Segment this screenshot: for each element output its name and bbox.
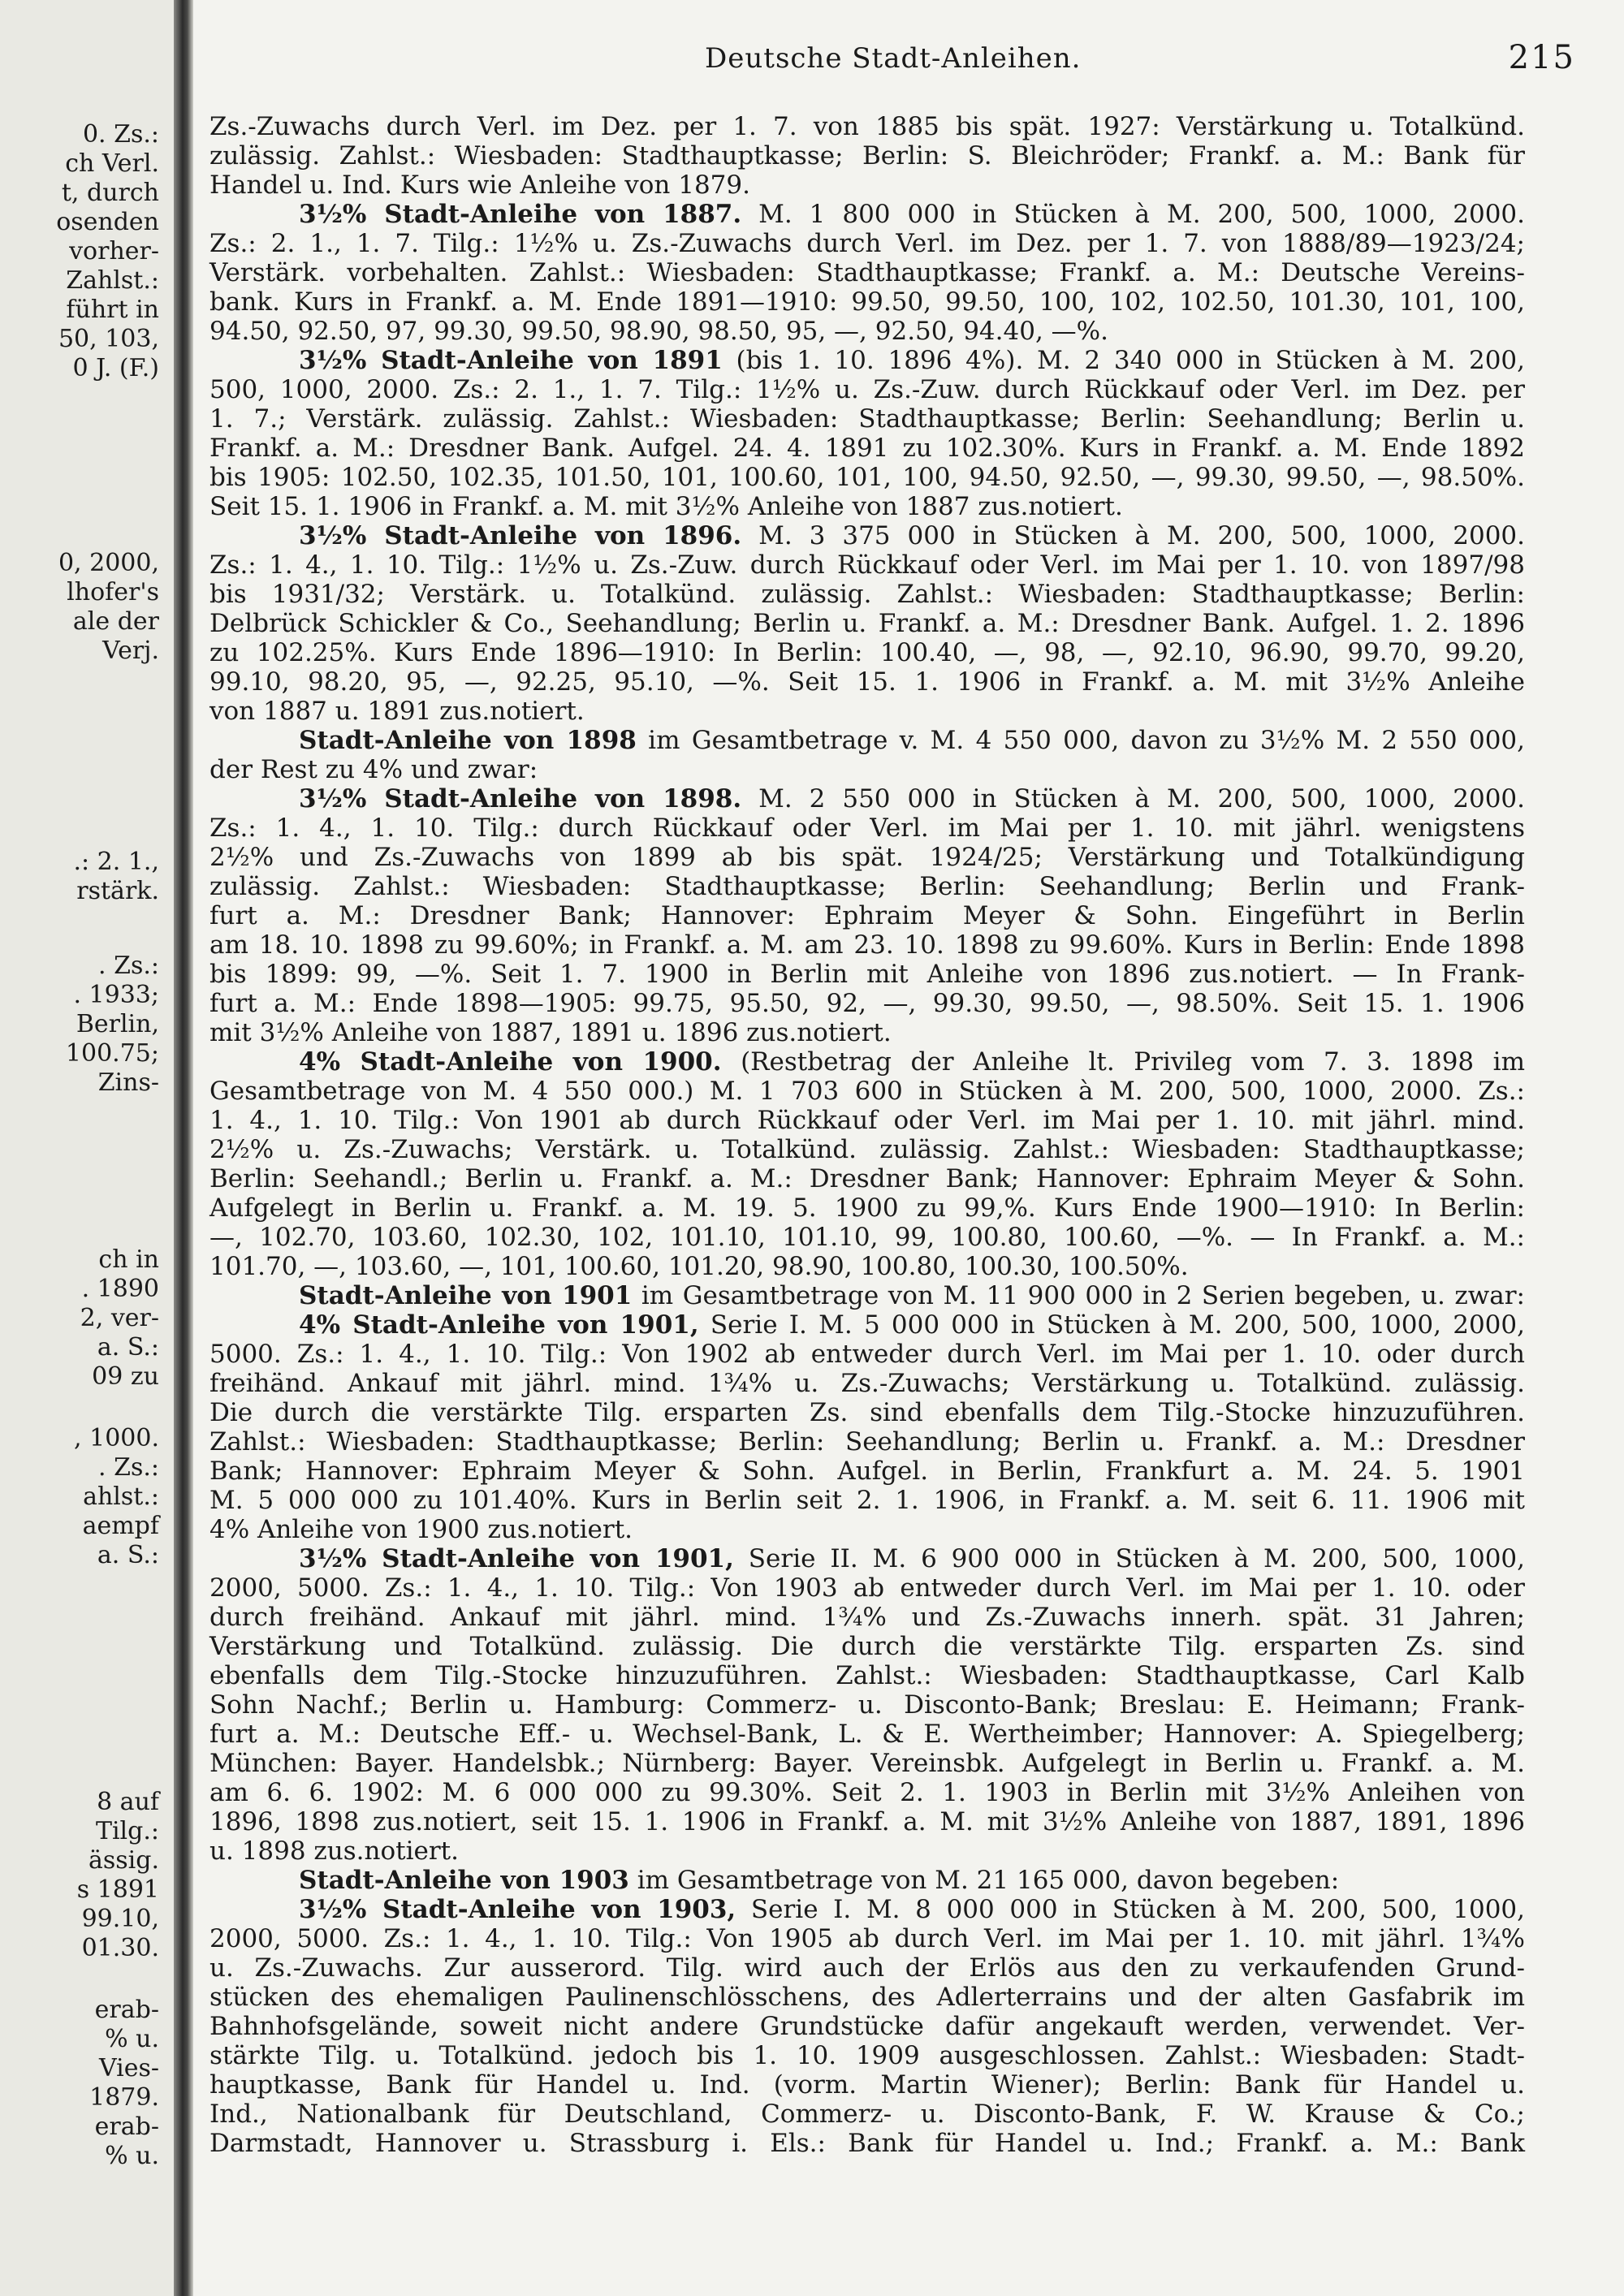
text-line: 2½% u. Zs.-Zuwachs; Verstärk. u. Totalkünd. zulässig. Zahlst.: Wiesbaden: Stadthauptkasse;: [209, 1135, 1525, 1164]
previous-page-fragment: Zahlst.:: [66, 266, 159, 295]
previous-page-fragment: % u.: [105, 2025, 159, 2053]
text-line: 4% Stadt-Anleihe von 1901, Serie I. M. 5 000 000 in Stücken à M. 200, 500, 1000, 2000,: [299, 1310, 1525, 1340]
loan-heading: Stadt-Anleihe von 1898: [299, 726, 637, 755]
text-line: furt a. M.: Dresdner Bank; Hannover: Ephraim Meyer & Sohn. Eingeführt in Berlin: [209, 901, 1525, 930]
text-line: der Rest zu 4% und zwar:: [209, 755, 538, 784]
text-line: am 6. 6. 1902: M. 6 000 000 zu 99.30%. Seit 2. 1. 1903 in Berlin mit 3½% Anleihen von: [209, 1778, 1525, 1807]
previous-page-fragment: erab-: [94, 2113, 159, 2141]
text-line: bis 1931/32; Verstärk. u. Totalkünd. zulässig. Zahlst.: Wiesbaden: Stadthauptkasse; Berlin:: [209, 580, 1525, 609]
previous-page-fragment: , 1000.: [74, 1424, 159, 1452]
text-line: u. 1898 zus.notiert.: [209, 1836, 459, 1866]
text-line: freihänd. Ankauf mit jährl. mind. 1¾% u. Zs.-Zuwachs; Verstärkung u. Totalkünd. zulässig.: [209, 1369, 1525, 1398]
text-line: 3½% Stadt-Anleihe von 1896. M. 3 375 000 in Stücken à M. 200, 500, 1000, 2000.: [299, 521, 1525, 550]
loan-heading: 3½% Stadt-Anleihe von 1896.: [299, 521, 742, 550]
previous-page-fragment: 0 J. (F.): [72, 354, 159, 382]
text-line: —, 102.70, 103.60, 102.30, 102, 101.10, 101.10, 99, 100.80, 100.60, —%. — In Frankf. a. M.:: [209, 1223, 1525, 1252]
loan-heading: 3½% Stadt-Anleihe von 1898.: [299, 784, 742, 814]
text-line: stärkte Tilg. u. Totalkünd. jedoch bis 1. 10. 1909 ausgeschlossen. Zahlst.: Wiesbaden: Stadt-: [209, 2041, 1525, 2070]
previous-page-fragment: vorher-: [69, 237, 159, 265]
text-line: 2000, 5000. Zs.: 1. 4., 1. 10. Tilg.: Von 1905 ab durch Verl. im Mai per 1. 10. mit jährl. 1¾%: [209, 1924, 1525, 1953]
previous-page-fragment: führt in: [66, 296, 159, 324]
text-line: bis 1905: 102.50, 102.35, 101.50, 101, 100.60, 101, 100, 94.50, 92.50, —, 99.30, 99.50, —, 98.50%.: [209, 463, 1525, 492]
previous-page-fragment: 50, 103,: [58, 325, 159, 353]
previous-page-fragment: 1879.: [89, 2083, 159, 2112]
text-line: mit 3½% Anleihe von 1887, 1891 u. 1896 zus.notiert.: [209, 1018, 892, 1047]
previous-page-fragment: 09 zu: [92, 1362, 159, 1391]
previous-page-fragment: . Zs.:: [98, 952, 159, 980]
text-line: 3½% Stadt-Anleihe von 1887. M. 1 800 000 in Stücken à M. 200, 500, 1000, 2000.: [299, 200, 1525, 229]
text-line: Verstärk. vorbehalten. Zahlst.: Wiesbaden: Stadthauptkasse; Frankf. a. M.: Deutsche Vereins-: [209, 258, 1525, 287]
text-line: Delbrück Schickler & Co., Seehandlung; Berlin u. Frankf. a. M.: Dresdner Bank. Aufgel. 1. 2. 1896: [209, 609, 1525, 638]
text-line: Handel u. Ind. Kurs wie Anleihe von 1879.: [209, 170, 750, 200]
text-line: 3½% Stadt-Anleihe von 1901, Serie II. M. 6 900 000 in Stücken à M. 200, 500, 1000,: [299, 1544, 1525, 1573]
text-line: Ind., Nationalbank für Deutschland, Commerz- u. Disconto-Bank, F. W. Krause & Co.;: [209, 2100, 1525, 2129]
loan-heading: 4% Stadt-Anleihe von 1900.: [299, 1047, 722, 1077]
text-line: furt a. M.: Ende 1898—1905: 99.75, 95.50, 92, —, 99.30, 99.50, —, 98.50%. Seit 15. 1. 1906: [209, 989, 1525, 1018]
text-line: Stadt-Anleihe von 1901 im Gesamtbetrage von M. 11 900 000 in 2 Serien begeben, u. zwar:: [299, 1281, 1525, 1310]
text-line: 4% Stadt-Anleihe von 1900. (Restbetrag der Anleihe lt. Privileg vom 7. 3. 1898 im: [299, 1047, 1525, 1077]
text-line: 1896, 1898 zus.notiert, seit 15. 1. 1906 in Frankf. a. M. mit 3½% Anleihe von 1887, 1891, 1896: [209, 1807, 1525, 1836]
text-line: 3½% Stadt-Anleihe von 1898. M. 2 550 000 in Stücken à M. 200, 500, 1000, 2000.: [299, 784, 1525, 814]
previous-page-fragment: rstärk.: [76, 877, 159, 905]
previous-page-fragment: erab-: [94, 1996, 159, 2024]
loan-heading: 3½% Stadt-Anleihe von 1887.: [299, 200, 742, 229]
previous-page-fragment: ässig.: [88, 1846, 159, 1875]
text-line: Zs.-Zuwachs durch Verl. im Dez. per 1. 7. von 1885 bis spät. 1927: Verstärkung u. Totalkünd.: [209, 112, 1525, 141]
document-page: [193, 0, 1624, 2296]
text-line: zulässig. Zahlst.: Wiesbaden: Stadthauptkasse; Berlin: Seehandlung; Berlin und Frank-: [209, 872, 1525, 901]
text-line: 3½% Stadt-Anleihe von 1891 (bis 1. 10. 1896 4%). M. 2 340 000 in Stücken à M. 200,: [299, 346, 1525, 375]
text-line: 101.70, —, 103.60, —, 101, 100.60, 101.20, 98.90, 100.80, 100.30, 100.50%.: [209, 1252, 1189, 1281]
text-line: von 1887 u. 1891 zus.notiert.: [209, 697, 585, 726]
text-line: bis 1899: 99, —%. Seit 1. 7. 1900 in Berlin mit Anleihe von 1896 zus.notiert. — In Frank-: [209, 960, 1525, 989]
previous-page-fragment: Tilg.:: [95, 1817, 159, 1845]
loan-heading: 3½% Stadt-Anleihe von 1901,: [299, 1544, 734, 1573]
previous-page-fragment: 2, ver-: [80, 1304, 159, 1332]
page-number: 215: [1508, 39, 1575, 76]
previous-page-fragment: . 1933;: [73, 981, 159, 1009]
previous-page-fragment: ch in: [98, 1245, 159, 1274]
previous-page-fragment: ale der: [72, 607, 159, 636]
text-line: zulässig. Zahlst.: Wiesbaden: Stadthauptkasse; Berlin: S. Bleichröder; Frankf. a. M.: Bank für: [209, 141, 1525, 170]
text-line: bank. Kurs in Frankf. a. M. Ende 1891—1910: 99.50, 99.50, 100, 102, 102.50, 101.30, 101, 100,: [209, 287, 1525, 317]
previous-page-fragment: .: 2. 1.,: [73, 848, 159, 876]
previous-page-fragment: Verj.: [102, 637, 159, 665]
text-line: Gesamtbetrage von M. 4 550 000.) M. 1 703 600 in Stücken à M. 200, 500, 1000, 2000. Zs.:: [209, 1077, 1525, 1106]
previous-page-fragment: 01.30.: [81, 1934, 159, 1962]
text-line: Aufgelegt in Berlin u. Frankf. a. M. 19. 5. 1900 zu 99,%. Kurs Ende 1900—1910: In Berlin:: [209, 1193, 1525, 1223]
previous-page-fragment: osenden: [56, 208, 159, 236]
loan-heading: 3½% Stadt-Anleihe von 1903,: [299, 1895, 736, 1924]
loan-heading: 3½% Stadt-Anleihe von 1891: [299, 346, 723, 375]
previous-page-fragment: a. S.:: [97, 1541, 159, 1569]
text-line: Seit 15. 1. 1906 in Frankf. a. M. mit 3½% Anleihe von 1887 zus.notiert.: [209, 492, 1123, 521]
previous-page-fragment: s 1891: [76, 1875, 159, 1904]
text-line: Berlin: Seehandl.; Berlin u. Frankf. a. M.: Dresdner Bank; Hannover: Ephraim Meyer & Sohn.: [209, 1164, 1525, 1193]
text-line: Bahnhofsgelände, soweit nicht andere Grundstücke dafür angekauft werden, verwendet. Ver-: [209, 2012, 1525, 2041]
text-line: Frankf. a. M.: Dresdner Bank. Aufgel. 24. 4. 1891 zu 102.30%. Kurs in Frankf. a. M. Ende 1892: [209, 434, 1525, 463]
previous-page-fragment: Zins-: [97, 1068, 159, 1097]
text-line: Zs.: 2. 1., 1. 7. Tilg.: 1½% u. Zs.-Zuwachs durch Verl. im Dez. per 1. 7. von 1888/89—1923/24;: [209, 229, 1525, 258]
text-line: Darmstadt, Hannover u. Strassburg i. Els.: Bank für Handel u. Ind.; Frankf. a. M.: Bank: [209, 2129, 1525, 2158]
body-text: [209, 112, 1525, 2158]
text-line: Zahlst.: Wiesbaden: Stadthauptkasse; Berlin: Seehandlung; Berlin u. Frankf. a. M.: Dresdner: [209, 1427, 1525, 1457]
text-line: zu 102.25%. Kurs Ende 1896—1910: In Berlin: 100.40, —, 98, —, 92.10, 96.90, 99.70, 99.20,: [209, 638, 1525, 667]
text-line: 1. 7.; Verstärk. zulässig. Zahlst.: Wiesbaden: Stadthauptkasse; Berlin: Seehandlung; Berlin u.: [209, 404, 1525, 434]
previous-page-fragment: 99.10,: [81, 1905, 159, 1933]
text-line: Die durch die verstärkte Tilg. ersparten Zs. sind ebenfalls dem Tilg.-Stocke hinzuzuführen.: [209, 1398, 1525, 1427]
loan-heading: 4% Stadt-Anleihe von 1901,: [299, 1310, 699, 1340]
text-line: 2½% und Zs.-Zuwachs von 1899 ab bis spät. 1924/25; Verstärkung und Totalkündigung: [209, 843, 1525, 872]
text-line: u. Zs.-Zuwachs. Zur ausserord. Tilg. wird auch der Erlös aus den zu verkaufenden Grund-: [209, 1953, 1525, 1983]
previous-page-fragment: Vies-: [98, 2054, 159, 2082]
text-line: hauptkasse, Bank für Handel u. Ind. (vorm. Martin Wiener); Berlin: Bank für Handel u.: [209, 2070, 1525, 2100]
previous-page-fragment: . 1890: [81, 1275, 159, 1303]
previous-page-fragment: a. S.:: [97, 1333, 159, 1362]
text-line: München: Bayer. Handelsbk.; Nürnberg: Bayer. Vereinsbk. Aufgelegt in Berlin u. Frankf. a. M.: [209, 1749, 1525, 1778]
text-line: 1. 4., 1. 10. Tilg.: Von 1901 ab durch Rückkauf oder Verl. im Mai per 1. 10. mit jährl. mind.: [209, 1106, 1525, 1135]
text-line: Sohn Nachf.; Berlin u. Hamburg: Commerz- u. Disconto-Bank; Breslau: E. Heimann; Frank-: [209, 1690, 1525, 1720]
text-line: Verstärkung und Totalkünd. zulässig. Die durch die verstärkte Tilg. ersparten Zs. sind: [209, 1632, 1525, 1661]
text-line: furt a. M.: Deutsche Eff.- u. Wechsel-Bank, L. & E. Wertheimber; Hannover: A. Spiegelberg;: [209, 1720, 1525, 1749]
previous-page-fragment: % u.: [105, 2142, 159, 2170]
running-title: Deutsche Stadt-Anleihen.: [705, 42, 1082, 75]
text-line: 94.50, 92.50, 97, 99.30, 99.50, 98.90, 98.50, 95, —, 92.50, 94.40, —%.: [209, 317, 1108, 346]
previous-page-fragment: ahlst.:: [83, 1482, 159, 1511]
text-line: 500, 1000, 2000. Zs.: 2. 1., 1. 7. Tilg.: 1½% u. Zs.-Zuw. durch Rückkauf oder Verl. im Dez. per: [209, 375, 1525, 404]
text-line: am 18. 10. 1898 zu 99.60%; in Frankf. a. M. am 23. 10. 1898 zu 99.60%. Kurs in Berlin: Ende 1898: [209, 930, 1525, 960]
previous-page-fragment: 0, 2000,: [58, 549, 159, 577]
previous-page-fragment: 8 auf: [97, 1788, 159, 1816]
previous-page-fragment: 100.75;: [65, 1039, 159, 1068]
previous-page-fragment: lhofer's: [67, 578, 159, 606]
previous-page-fragment: Berlin,: [76, 1010, 159, 1038]
previous-page-fragment: ch Verl.: [65, 149, 159, 178]
text-line: 99.10, 98.20, 95, —, 92.25, 95.10, —%. Seit 15. 1. 1906 in Frankf. a. M. mit 3½% Anleihe: [209, 667, 1525, 697]
previous-page-margin: [0, 0, 174, 2296]
text-line: M. 5 000 000 zu 101.40%. Kurs in Berlin seit 2. 1. 1906, in Frankf. a. M. seit 6. 11. 1906 mit: [209, 1486, 1525, 1515]
text-line: Zs.: 1. 4., 1. 10. Tilg.: 1½% u. Zs.-Zuw. durch Rückkauf oder Verl. im Mai per 1. 10. von 1897/98: [209, 550, 1525, 580]
previous-page-fragment: t, durch: [61, 179, 159, 207]
previous-page-fragment: aempf: [82, 1512, 159, 1540]
text-line: stücken des ehemaligen Paulinenschlösschens, des Adlerterrains und der alten Gasfabrik im: [209, 1983, 1525, 2012]
text-line: Bank; Hannover: Ephraim Meyer & Sohn. Aufgel. in Berlin, Frankfurt a. M. 24. 5. 1901: [209, 1457, 1525, 1486]
previous-page-fragment: 0. Zs.:: [82, 120, 159, 149]
text-line: Stadt-Anleihe von 1903 im Gesamtbetrage von M. 21 165 000, davon begeben:: [299, 1866, 1340, 1895]
text-line: 5000. Zs.: 1. 4., 1. 10. Tilg.: Von 1902 ab entweder durch Verl. im Mai per 1. 10. oder durch: [209, 1340, 1525, 1369]
text-line: durch freihänd. Ankauf mit jährl. mind. 1¾% und Zs.-Zuwachs innerh. spät. 31 Jahren;: [209, 1603, 1525, 1632]
book-gutter: [174, 0, 193, 2296]
previous-page-fragment: . Zs.:: [98, 1453, 159, 1482]
text-line: 2000, 5000. Zs.: 1. 4., 1. 10. Tilg.: Von 1903 ab entweder durch Verl. im Mai per 1. 10. oder: [209, 1573, 1525, 1603]
text-line: Zs.: 1. 4., 1. 10. Tilg.: durch Rückkauf oder Verl. im Mai per 1. 10. mit jährl. wenigstens: [209, 814, 1525, 843]
loan-heading: Stadt-Anleihe von 1903: [299, 1866, 629, 1895]
text-line: ebenfalls dem Tilg.-Stocke hinzuzuführen. Zahlst.: Wiesbaden: Stadthauptkasse, Carl Kalb: [209, 1661, 1525, 1690]
text-line: 4% Anleihe von 1900 zus.notiert.: [209, 1515, 633, 1544]
loan-heading: Stadt-Anleihe von 1901: [299, 1281, 633, 1310]
text-line: 3½% Stadt-Anleihe von 1903, Serie I. M. 8 000 000 in Stücken à M. 200, 500, 1000,: [299, 1895, 1525, 1924]
text-line: Stadt-Anleihe von 1898 im Gesamtbetrage v. M. 4 550 000, davon zu 3½% M. 2 550 000,: [299, 726, 1526, 755]
